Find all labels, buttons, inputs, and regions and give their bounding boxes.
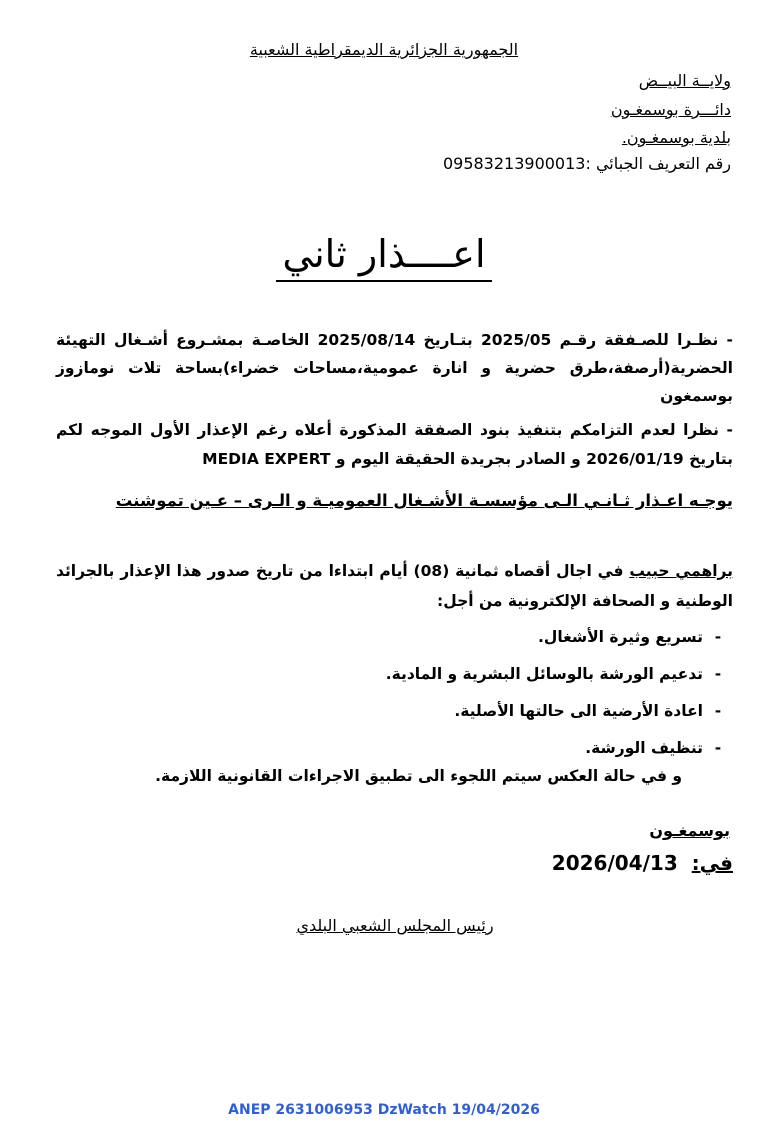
bullet-dash: -: [714, 702, 722, 720]
legal-consequence: و في حالة العكس سيتم اللجوء الى تطبيق الاجراءات القانونية اللازمة.: [155, 767, 682, 785]
list-item-text: تسريع وثيرة الأشغال.: [537, 628, 703, 646]
list-item: [83, 702, 733, 739]
obligations-list: [83, 628, 733, 776]
tax-id: رقم التعريف الجبائي :09583213900013: [442, 154, 731, 173]
list-item: [83, 665, 733, 702]
signatory-title: رئيس المجلس الشعبي البلدي: [296, 916, 494, 935]
paragraph-contract: - نظـرا للصـفقة رقـم 2025/05 بتـاريخ 2025/08/14 الخاصـة بمشـروع أشـغال التهيئة الحضرية(أرصفة،طرق حضرية و انارة عمومية،مساحات خضراء)بساحة تلات نومازوز بوسمغون: [56, 331, 733, 405]
date-label: في:: [691, 851, 733, 875]
bullet-dash: -: [714, 665, 722, 683]
republic-heading: الجمهورية الجزائرية الديمقراطية الشعبية: [249, 40, 519, 59]
deadline-text: في اجال أقصاه ثمانية (08) أيام ابتداءا من تاريخ صدور هذا الإعذار بالجرائد الوطنية و الصحافة الإلكترونية من أجل:: [56, 562, 733, 610]
list-item: [83, 628, 733, 665]
paragraph-deadline: [56, 556, 733, 616]
date-value: 2026/04/13: [551, 851, 678, 875]
place-label: بوسمغـون: [649, 821, 730, 840]
addressee-name: براهمي حبيب: [629, 562, 733, 580]
addressee-company: يوجـه اعـذار ثـانـي الـى مؤسسـة الأشـغال العموميـة و الـرى – عـين تموشنت: [115, 491, 733, 510]
list-item-text: اعادة الأرضية الى حالتها الأصلية.: [454, 702, 703, 720]
list-item-text: تنظيف الورشة.: [585, 739, 703, 757]
bullet-dash: -: [714, 739, 722, 757]
paragraph-addressee: [56, 484, 733, 517]
date-line: [552, 851, 733, 875]
document-title-text: اعــــذار ثاني: [276, 232, 491, 282]
bullet-dash: -: [714, 628, 722, 646]
publication-footer: ANEP 2631006953 DzWatch 19/04/2026: [228, 1102, 540, 1118]
paragraph-first-notice: - نظرا لعدم التزامكم بتنفيذ بنود الصفقة المذكورة أعلاه رغم الإعذار الأول الموجه لكم بتاريخ 2026/01/19 و الصادر بجريدة الحقيقة اليوم و MEDIA EXPERT: [56, 421, 733, 468]
wilaya-label: ولايــة البيــض: [638, 71, 731, 90]
list-item-text: تدعيم الورشة بالوسائل البشرية و المادية.: [385, 665, 703, 683]
document-title: [0, 232, 768, 276]
daira-label: دائـــرة بوسمغـون: [610, 100, 731, 119]
commune-label: بلدية بوسمغـون.: [621, 128, 731, 147]
